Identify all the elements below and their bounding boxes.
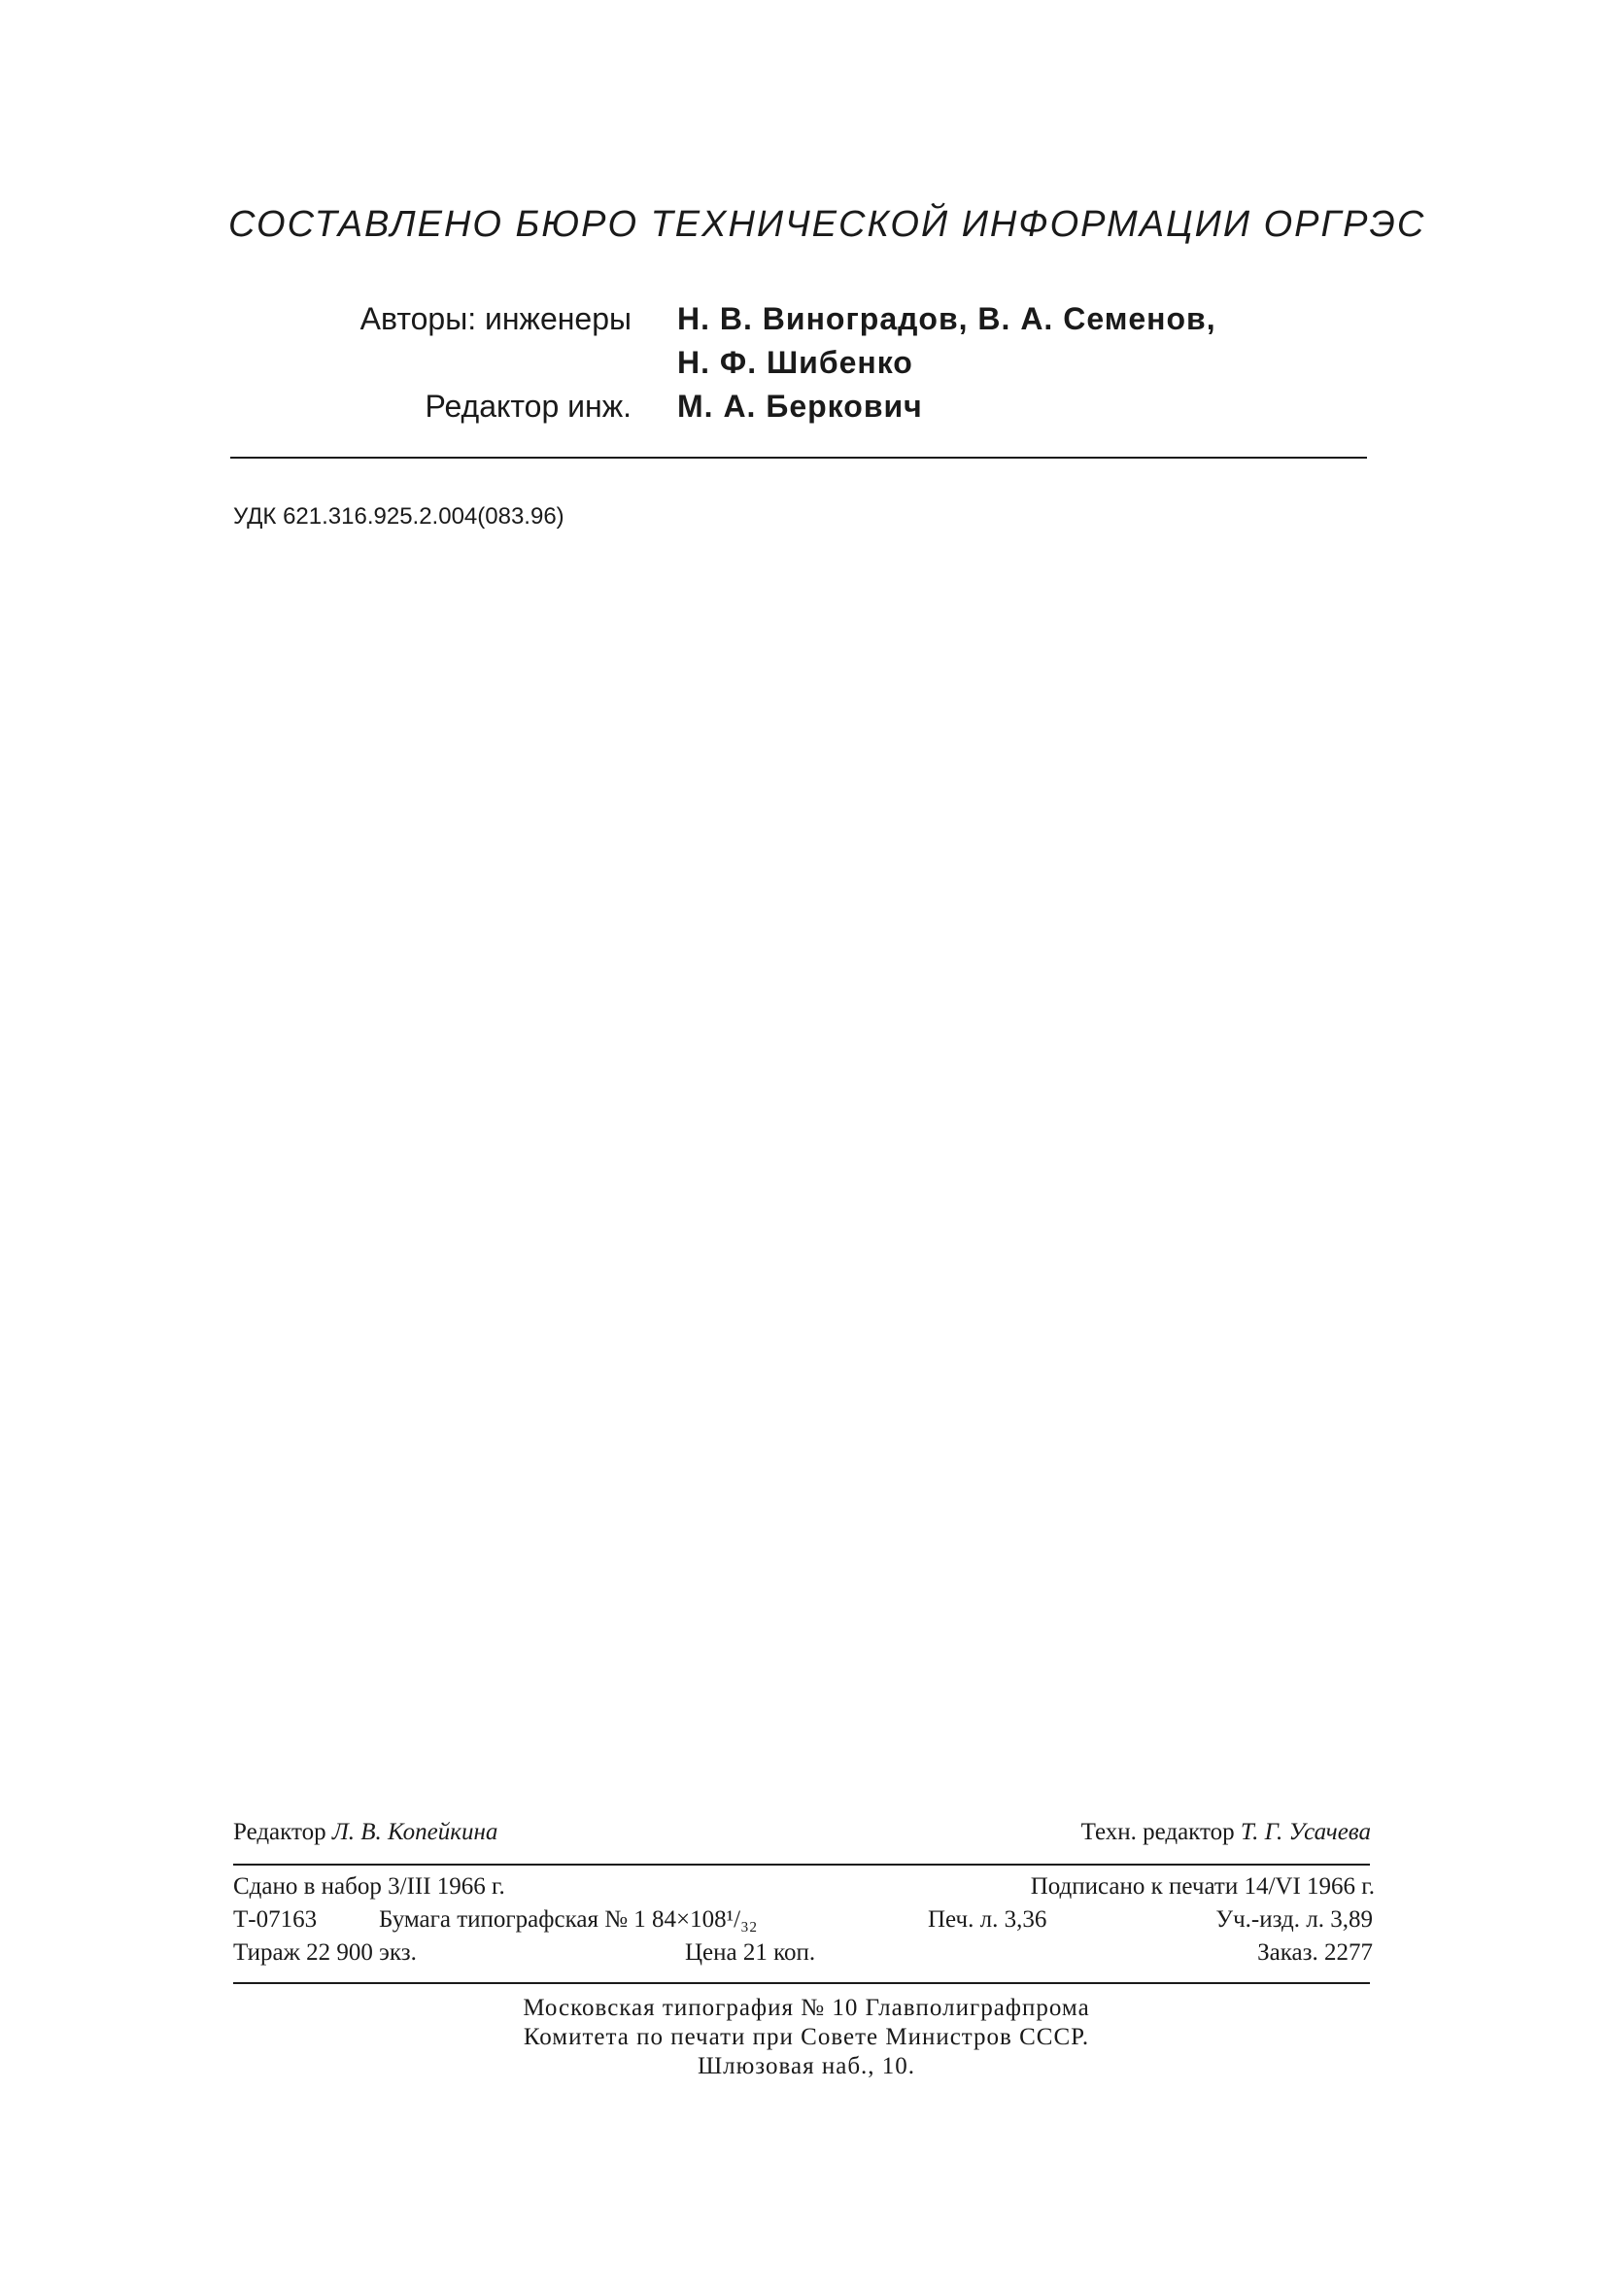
authors-label: Авторы: инженеры xyxy=(359,301,632,336)
imprint-circulation: Тираж 22 900 экз. xyxy=(233,1939,417,1966)
imprint-tech-editor-label: Техн. редактор xyxy=(1080,1819,1235,1845)
imprint-tech-editor xyxy=(1081,1819,1371,1846)
authors-line-1: Н. В. Виноградов, В. А. Семенов, xyxy=(677,301,1216,336)
imprint-paper: Бумага типографская № 1 84×108¹/₃₂ xyxy=(379,1906,758,1933)
imprint-divider-top xyxy=(233,1864,1370,1866)
imprint-divider-bottom xyxy=(233,1982,1370,1984)
imprint-tech-editor-name: Т. Г. Усачева xyxy=(1240,1819,1371,1845)
imprint-editor-label: Редактор xyxy=(233,1819,326,1845)
editor-value: М. А. Беркович xyxy=(677,389,923,424)
udk-code: УДК 621.316.925.2.004(083.96) xyxy=(233,503,564,530)
imprint-print-sheets: Печ. л. 3,36 xyxy=(928,1906,1047,1933)
editor-label: Редактор инж. xyxy=(425,389,632,424)
printer-line-1: Московская типография № 10 Главполиграфпрома xyxy=(523,1995,1090,2021)
printer-line-3: Шлюзовая наб., 10. xyxy=(697,2053,916,2079)
imprint-editor xyxy=(233,1819,497,1846)
authors-line-2: Н. Ф. Шибенко xyxy=(677,345,913,380)
imprint-code: Т-07163 xyxy=(233,1906,318,1933)
imprint-price: Цена 21 коп. xyxy=(685,1939,816,1966)
printer-line-2: Комитета по печати при Совете Министров СССР. xyxy=(523,2024,1090,2050)
imprint-order: Заказ. 2277 xyxy=(1257,1939,1373,1966)
imprint-signed: Подписано к печати 14/VI 1966 г. xyxy=(1030,1873,1375,1900)
compiled-by-title: СОСТАВЛЕНО БЮРО ТЕХНИЧЕСКОЙ ИНФОРМАЦИИ ОРГРЭС xyxy=(228,204,1426,245)
credits-divider xyxy=(230,457,1367,459)
imprint-editor-name: Л. В. Копейкина xyxy=(331,1819,498,1845)
imprint-typeset: Сдано в набор 3/III 1966 г. xyxy=(233,1873,505,1900)
imprint-pub-sheets: Уч.-изд. л. 3,89 xyxy=(1215,1906,1373,1933)
